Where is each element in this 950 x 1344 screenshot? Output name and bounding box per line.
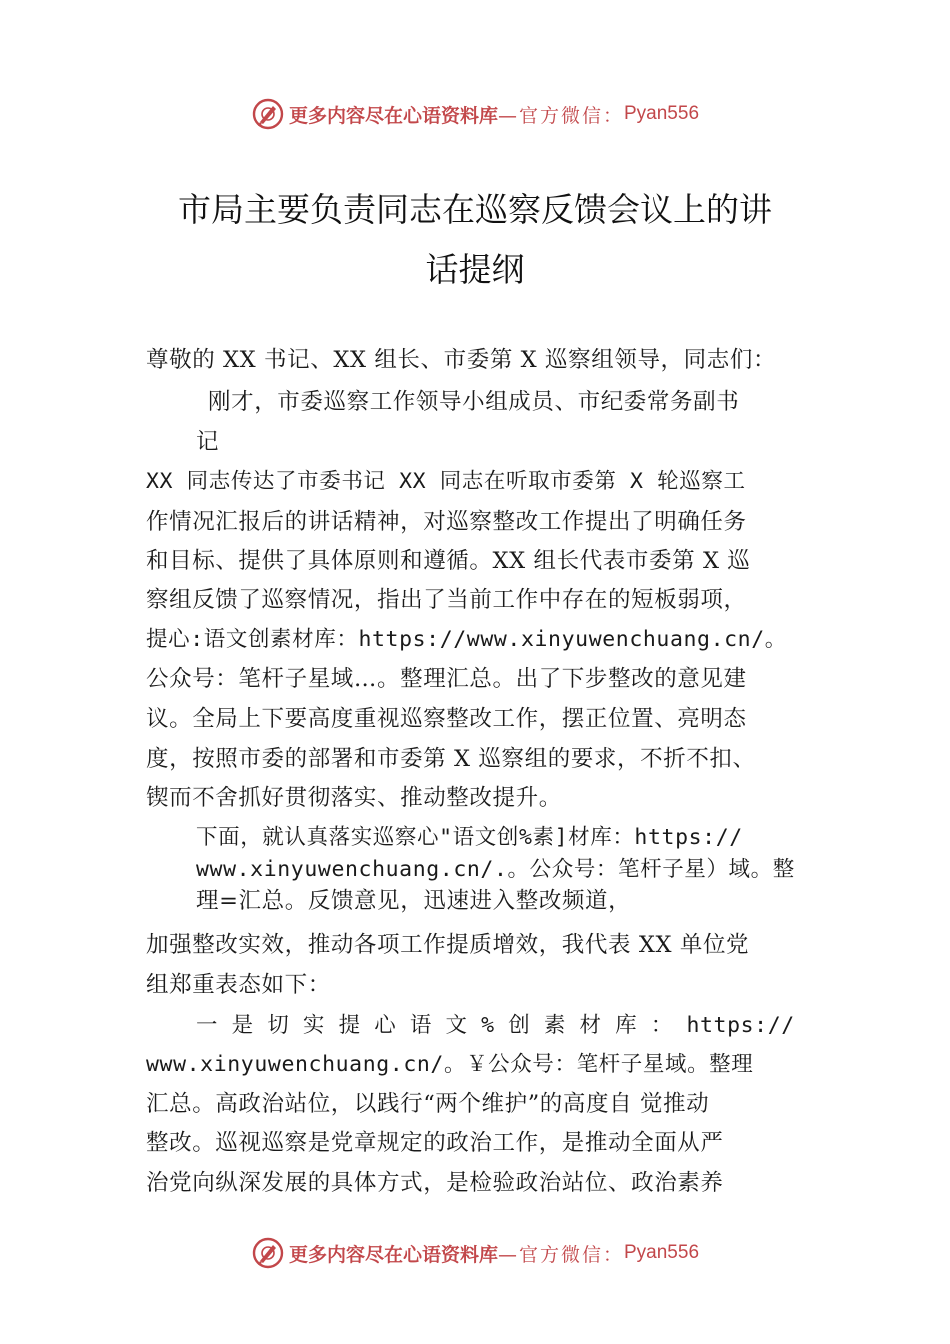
body-line: www.xinyuwenchuang.cn/。￥公众号：笔杆子星域。整理 (146, 1052, 754, 1077)
body-line: 作情况汇报后的讲话精神，对巡察整改工作提出了明确任务 (146, 509, 747, 535)
body-line: 提心:语文创素材库：https://www.xinyuwenchuang.cn/。 (146, 627, 787, 652)
header-banner (0, 94, 950, 134)
banner-sub-text: —官方微信： (497, 1243, 624, 1266)
body-line: 下面，就认真落实巡察心"语文创%素]材库：https:// (196, 825, 743, 850)
body-line: 尊敬的 XX 书记、XX 组长、市委第 X 巡察组领导，同志们： (146, 347, 777, 373)
body-line: 锲而不舍抓好贯彻落实、推动整改提升。 (146, 785, 562, 811)
body-line: 组郑重表态如下： (146, 972, 331, 998)
document-title-line-1: 市局主要负责同志在巡察反馈会议上的讲 (178, 190, 772, 229)
pen-logo-icon (251, 97, 285, 131)
banner-wechat-id: Pyan556 (624, 1242, 700, 1263)
body-line: 和目标、提供了具体原则和遵循。XX 组长代表市委第 X 巡 (146, 548, 751, 574)
body-line: 记 (196, 429, 220, 455)
banner-main-text: 更多内容尽在心语资料库 (288, 104, 498, 127)
pen-logo-icon (251, 1236, 285, 1270)
body-line: 理=汇总。反馈意见，迅速进入整改频道， (196, 888, 632, 914)
body-line: XX 同志传达了市委书记 XX 同志在听取市委第 X 轮巡察工 (146, 469, 746, 494)
body-line: 度，按照市委的部署和市委第 X 巡察组的要求，不折不扣、 (146, 746, 756, 772)
document-title-line-2: 话提纲 (425, 250, 525, 289)
body-line: 公众号：笔杆子星域…。整理汇总。出了下步整改的意见建 (146, 666, 747, 692)
body-line: 汇总。高政治站位，以践行“两个维护”的高度自 觉推动 (146, 1091, 710, 1117)
body-line: www.xinyuwenchuang.cn/.。公众号：笔杆子星）域。整 (196, 857, 795, 882)
body-line: 议。全局上下要高度重视巡察整改工作，摆正位置、亮明态 (146, 706, 747, 732)
body-line: 加强整改实效，推动各项工作提质增效，我代表 XX 单位党 (146, 932, 750, 958)
body-line: 一 是 切 实 提 心 语 文 % 创 素 材 库 ： https:// (196, 1013, 795, 1038)
banner-wechat-id: Pyan556 (624, 103, 700, 124)
body-line: 整改。巡视巡察是党章规定的政治工作，是推动全面从严 (146, 1130, 724, 1156)
footer-banner (0, 1233, 950, 1273)
body-line: 刚才，市委巡察工作领导小组成员、市纪委常务副书 (208, 389, 740, 415)
banner-main-text: 更多内容尽在心语资料库 (288, 1243, 498, 1266)
body-line: 察组反馈了巡察情况，指出了当前工作中存在的短板弱项， (146, 587, 747, 613)
body-line: 治党向纵深发展的具体方式，是检验政治站位、政治素养 (146, 1170, 724, 1196)
banner-sub-text: —官方微信： (497, 104, 624, 127)
